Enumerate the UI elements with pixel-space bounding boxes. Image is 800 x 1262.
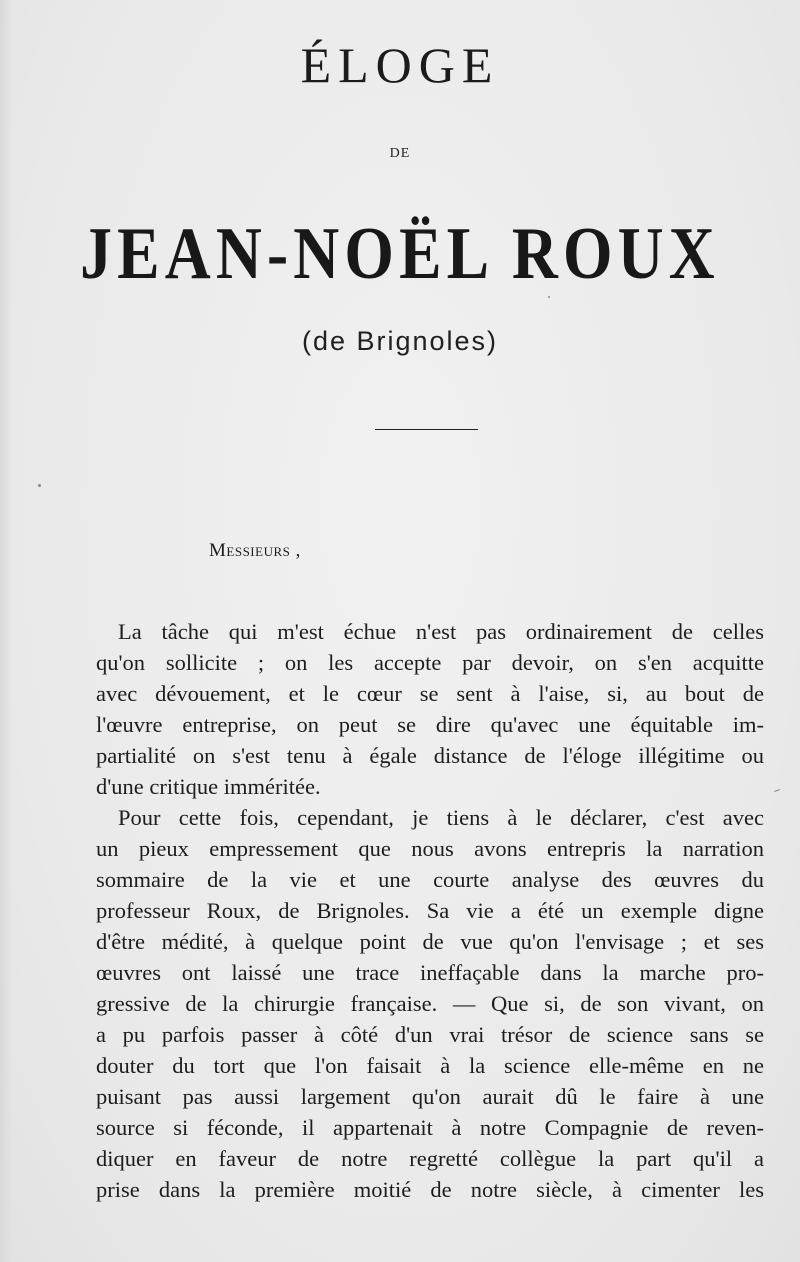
text-line: avec dévouement, et le cœur se sent à l'aise, si, au bout de (96, 681, 764, 706)
text-line: un pieux empressement que nous avons entrepris la narration (96, 836, 764, 861)
paper-speck (38, 484, 41, 487)
body-text (96, 616, 764, 1205)
text-line: source si féconde, il appartenait à notre Compagnie de reven- (96, 1115, 764, 1140)
text-line: douter du tort que l'on faisait à la science elle-même en ne (96, 1053, 764, 1078)
text-line: d'une critique imméritée. (96, 774, 321, 799)
text-line: La tâche qui m'est échue n'est pas ordinairement de celles (118, 619, 764, 644)
text-line: l'œuvre entreprise, on peut se dire qu'avec une équitable im- (96, 712, 764, 737)
title-de: DE (389, 146, 411, 161)
salutation: Messieurs , (209, 540, 301, 561)
text-line: qu'on sollicite ; on les accepte par devoir, on s'en acquitte (96, 650, 764, 675)
title-name: JEAN-NOËL ROUX (80, 213, 720, 295)
paper-speck (774, 789, 780, 792)
paragraph (96, 802, 764, 1205)
text-line: sommaire de la vie et une courte analyse des œuvres du (96, 867, 764, 892)
text-line: a pu parfois passer à côté d'un vrai trésor de science sans se (96, 1022, 764, 1047)
text-line: partialité on s'est tenu à égale distance de l'éloge illégitime ou (96, 743, 764, 768)
title-origin: (de Brignoles) (301, 326, 499, 356)
page-edge-shadow (0, 0, 12, 1262)
title-eloge: ÉLOGE (300, 37, 500, 93)
separator-rule (375, 429, 478, 430)
text-line: professeur Roux, de Brignoles. Sa vie a été un exemple digne (96, 898, 764, 923)
text-line: prise dans la première moitié de notre siècle, à cimenter les (96, 1177, 764, 1202)
text-line: diquer en faveur de notre regretté collègue la part qu'il a (96, 1146, 764, 1171)
text-line: gressive de la chirurgie française. — Que si, de son vivant, on (96, 991, 764, 1016)
paper-speck (548, 296, 550, 298)
paragraph (96, 616, 764, 802)
text-line: puisant pas aussi largement qu'on aurait dû le faire à une (96, 1084, 764, 1109)
text-line: Pour cette fois, cependant, je tiens à le déclarer, c'est avec (118, 805, 764, 830)
text-line: œuvres ont laissé une trace ineffaçable dans la marche pro- (96, 960, 764, 985)
text-line: d'être médité, à quelque point de vue qu'on l'envisage ; et ses (96, 929, 764, 954)
